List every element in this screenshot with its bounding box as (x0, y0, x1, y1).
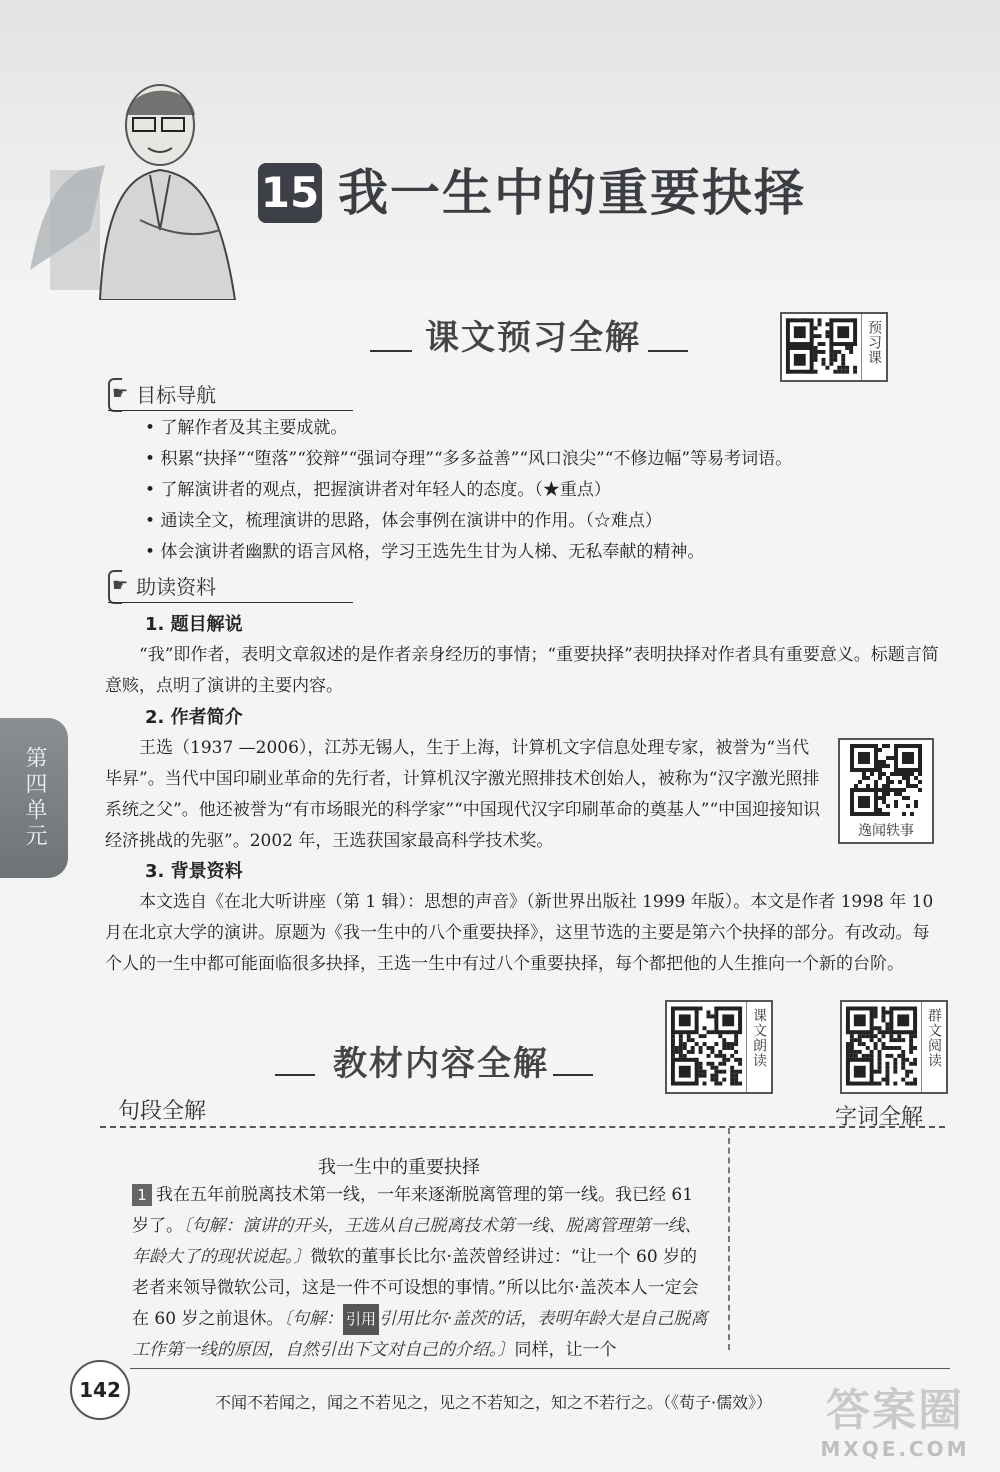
watermark-url: MXQE.COM (820, 1437, 970, 1461)
author-intro-text: 王选（1937 —2006），江苏无锡人，生于上海，计算机文字信息处理专家，被誉为“当代毕昇”。当代中国印刷业革命的先行者，计算机汉字激光照排技术创始人，被称为“汉字激光照排系统之父”。他还被誉为“有市场眼光的科学家”“中国现代汉字印刷革命的奠基人”“中国迎接知识经济挑战的先驱”。2002 年，王选获国家最高科学技术奖。 (105, 738, 821, 851)
column-divider (728, 1128, 730, 1350)
goal-item: • 了解演讲者的观点，把握演讲者对年轻人的态度。（★重点） (145, 475, 925, 506)
heading-line-left (370, 350, 412, 352)
goals-underline (108, 410, 353, 411)
qr-code-preview[interactable] (780, 312, 888, 382)
passage-text: 微软的董事长比尔·盖茨曾经讲过：“让一个 60 岁的老者来领导微软公司，这是一件不可设想的事情。”所以比尔·盖茨本人一定会在 60 岁之前退休。 (132, 1247, 699, 1329)
section-heading-content: 教材内容全解 (333, 1044, 549, 1084)
lesson-title: 我一生中的重要抉择 (338, 164, 806, 222)
unit-side-tab: 第四单元 (0, 718, 68, 878)
qr-label-group-reading: 群文阅读 (921, 1002, 946, 1092)
goal-item: • 通读全文，梳理演讲的思路，体会事例在演讲中的作用。（☆难点） (145, 506, 925, 537)
author-portrait-sketch (20, 70, 250, 300)
materials-tag (112, 570, 216, 600)
goal-item: • 积累“抉择”“堕落”“狡辩”“强词夺理”“多多益善”“风口浪尖”“不修边幅”等易考词语。 (145, 444, 925, 475)
passage-text: 我在五年前脱离技术第一线，一年来逐渐脱离管理的第一线。我已经 61 岁了。 (132, 1185, 694, 1236)
passage-paragraph (132, 1180, 712, 1366)
sentence-analysis-label: 句段全解 (118, 1099, 207, 1124)
passage-title: 我一生中的重要抉择 (318, 1157, 480, 1178)
note-prefix: 〔句解： (283, 1309, 343, 1329)
goals-title: 目标导航 (136, 382, 217, 407)
qr-label-anecdote: 逸闻轶事 (858, 823, 914, 839)
materials-title: 助读资料 (136, 574, 217, 599)
qr-code-icon (782, 314, 861, 380)
qr-code-icon (667, 1002, 746, 1092)
qr-code-group-reading[interactable] (840, 1000, 948, 1094)
materials-underline (108, 602, 353, 603)
sentence-note: 〔句解：演讲的开头，王选从自己脱离技术第一线、脱离管理第一线、年龄大了的现状说起。〕 (132, 1216, 702, 1267)
dashed-divider (100, 1126, 945, 1128)
goals-tag (112, 378, 216, 408)
qr-code-icon (842, 1002, 921, 1092)
page-number: 142 (70, 1360, 130, 1420)
qr-code-icon (846, 740, 926, 820)
subsection-title: 2. 作者简介 (145, 707, 243, 728)
goal-item: • 了解作者及其主要成就。 (145, 413, 925, 444)
rhetoric-tag: 引用 (343, 1304, 379, 1335)
qr-label-preview: 预习课 (861, 314, 886, 380)
watermark-logo (800, 1385, 990, 1465)
title-explanation-text: “我”即作者，表明文章叙述的是作者亲身经历的事情；“重要抉择”表明抉择对作者具有重要意义。标题言简意赅，点明了演讲的主要内容。 (105, 645, 939, 696)
qr-code-anecdote[interactable] (838, 738, 934, 844)
subsection-title: 3. 背景资料 (145, 861, 243, 882)
qr-label-reading: 课文朗读 (746, 1002, 771, 1092)
footer-quote: 不闻不若闻之，闻之不若见之，见之不若知之，知之不若行之。（《荀子·儒效》） (215, 1393, 773, 1412)
section-heading-preview: 课文预习全解 (425, 318, 641, 358)
background-text: 本文选自《在北大听讲座（第 1 辑）：思想的声音》（新世界出版社 1999 年版）。本文是作者 1998 年 10 月在北京大学的演讲。原题为《我一生中的八个重要抉择》，这里节选的主要是第六个抉择的部分。有改动。每个人的一生中都可能面临很多抉择，王选一生中有过八个重要抉择，每个都把他的人生推向一个新的台阶。 (105, 892, 934, 974)
word-analysis-label: 字词全解 (835, 1105, 924, 1130)
qr-code-reading[interactable] (665, 1000, 773, 1094)
footer-line (130, 1368, 950, 1369)
subsection-title: 1. 题目解说 (145, 614, 243, 635)
lesson-number-badge: 15 (258, 163, 322, 223)
paragraph-number: 1 (132, 1184, 152, 1206)
goal-item: • 体会演讲者幽默的语言风格，学习王选先生甘为人梯、无私奉献的精神。 (145, 537, 925, 568)
heading-line-right (648, 350, 688, 352)
note-text: 引用比尔·盖茨的话，表明年龄大是自己脱离工作第一线的原因，自然引出下文对自己的介绍。〕 (132, 1309, 708, 1360)
heading-line-left (275, 1074, 315, 1076)
passage-text: 同样，让一个 (514, 1340, 617, 1360)
goals-list (145, 413, 925, 568)
hand-pointer-icon: ☛ (112, 574, 129, 596)
heading-line-right (553, 1074, 593, 1076)
hand-pointer-icon: ☛ (112, 382, 129, 404)
watermark-text: 答案圈 (826, 1385, 964, 1436)
